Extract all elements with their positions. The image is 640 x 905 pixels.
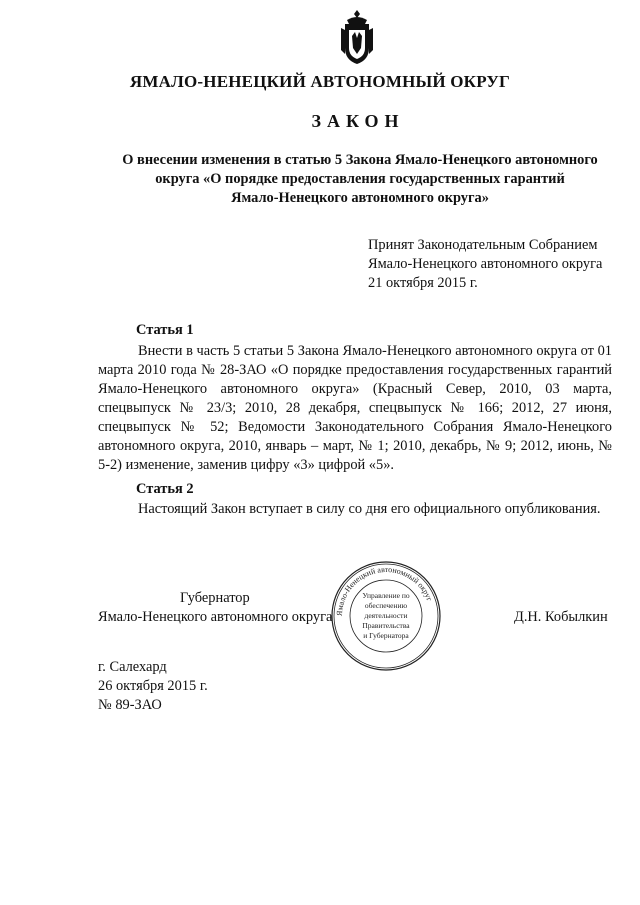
place-of-signing: г. Салехард — [98, 659, 167, 675]
signatory-region: Ямало-Ненецкого автономного округа — [98, 609, 333, 625]
adoption-date: 21 октября 2015 г. — [368, 275, 478, 291]
adoption-line: Принят Законодательным Собранием — [368, 237, 598, 253]
stamp-line: и Губернатора — [363, 631, 409, 640]
document-footer — [98, 658, 208, 715]
document-type-title: ЗАКОН — [311, 111, 405, 131]
law-subject — [100, 151, 620, 208]
stamp-line: деятельности — [364, 611, 408, 620]
official-stamp — [330, 560, 442, 672]
signing-date: 26 октября 2015 г. — [98, 678, 208, 694]
article-1-title: Статья 1 — [136, 322, 194, 338]
stamp-line: Правительства — [362, 621, 410, 630]
article-2-text: Настоящий Закон вступает в силу со дня его официального опубликования. — [138, 501, 601, 517]
stamp-ring-text: Ямало-Ненецкий автономный округ — [334, 564, 435, 617]
article-2-title: Статья 2 — [136, 481, 194, 497]
law-subject-line: О внесении изменения в статью 5 Закона Ямало-Ненецкого автономного — [122, 152, 598, 168]
stamp-line: обеспечению — [364, 601, 408, 610]
stamp-line: Управление по — [362, 591, 410, 600]
article-1-text: Внести в часть 5 статьи 5 Закона Ямало-Ненецкого автономного округа от 01 марта 2010 года № 28-ЗАО «О порядке предоставления государственных гарантий Ямало-Ненецкого автономного округа» (Красный Север, 2010, 03 марта, спецвыпуск № 23/3; 2010, 28 декабря, спецвыпуск № 166; 2012, 27 июня, спецвыпуск № 52; Ведомости Законодательного Собрания Ямало-Ненецкого автономного округа, 2010, январь – март, № 1; 2010, декабрь, № 9; 2012, июнь, № 5-2) изменение, заменив цифру «3» цифрой «5». — [98, 343, 612, 473]
adoption-note — [368, 236, 602, 293]
region-title: ЯМАЛО-НЕНЕЦКИЙ АВТОНОМНЫЙ ОКРУГ — [129, 72, 511, 91]
signatory-position: Губернатор — [180, 590, 250, 606]
coat-of-arms-icon — [337, 8, 377, 66]
signatory-name: Д.Н. Кобылкин — [514, 609, 608, 625]
adoption-line: Ямало-Ненецкого автономного округа — [368, 256, 603, 272]
law-number: № 89-ЗАО — [98, 697, 162, 713]
law-subject-line: округа «О порядке предоставления государственных гарантий — [155, 171, 565, 187]
law-subject-line: Ямало-Ненецкого автономного округа» — [231, 190, 489, 206]
